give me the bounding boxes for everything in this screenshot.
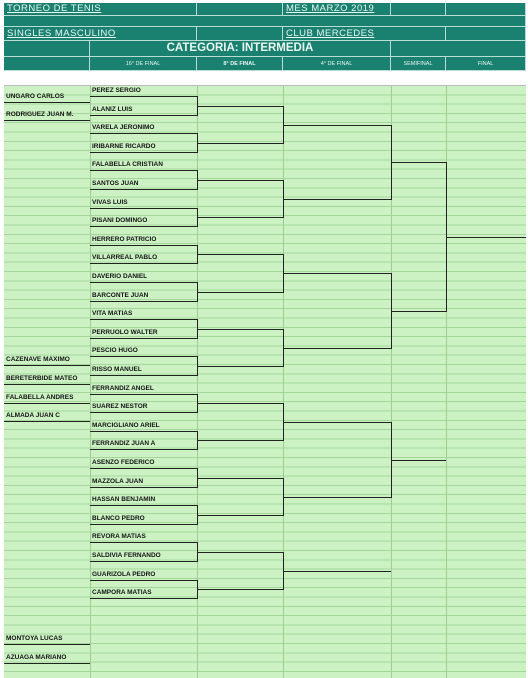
bracket-line	[90, 115, 197, 116]
player-name: MONTOYA LUCAS	[6, 635, 63, 642]
bracket-line	[4, 403, 90, 404]
player-name: BLANCO PEDRO	[92, 515, 145, 522]
bracket-line	[90, 338, 197, 339]
bracket-line	[90, 96, 197, 97]
player-name: FERRANDIZ JUAN A	[92, 440, 156, 447]
bracket-line	[197, 589, 283, 590]
player-name: BARCONTE JUAN	[92, 292, 149, 299]
bracket-line	[90, 394, 197, 395]
player-name: BERETERBIDE MATEO	[6, 375, 78, 382]
player-name: SUAREZ NESTOR	[92, 403, 148, 410]
bracket-sheet	[4, 3, 526, 678]
club-label: CLUB MERCEDES	[283, 27, 446, 41]
bracket-line	[391, 460, 446, 461]
player-name: FALABELLA ANDRES	[6, 394, 74, 401]
player-name: ALMADA JUAN C	[6, 412, 60, 419]
blank-row	[4, 71, 526, 86]
header-cell	[4, 41, 90, 57]
bracket-line	[90, 580, 197, 581]
bracket-line	[90, 263, 197, 264]
bracket-line	[90, 487, 197, 488]
player-name: PISANI DOMINGO	[92, 217, 148, 224]
header-cell	[391, 3, 446, 16]
bracket-line	[197, 403, 283, 404]
category-title: CATEGORIA: INTERMEDIA	[90, 41, 391, 57]
round-header-2: 8° DE FINAL	[197, 57, 283, 71]
header-cell	[197, 27, 283, 41]
bracket-line	[90, 152, 197, 153]
bracket-line	[90, 301, 197, 302]
bracket-line	[90, 505, 197, 506]
header-cell	[4, 57, 90, 71]
bracket-line	[197, 515, 283, 516]
bracket-line	[90, 524, 197, 525]
player-name: PEREZ SERGIO	[92, 87, 141, 94]
bracket-line	[197, 106, 283, 107]
player-name: HASSAN BENJAMIN	[92, 496, 156, 503]
bracket-line	[90, 412, 197, 413]
player-name: CAMPORA MATIAS	[92, 589, 152, 596]
bracket-line	[283, 273, 391, 274]
header-cell	[446, 27, 526, 41]
column-separator	[90, 86, 91, 678]
bracket-line	[197, 143, 283, 144]
bracket-line	[4, 102, 90, 103]
player-name: ASENZO FEDERICO	[92, 459, 155, 466]
bracket-line	[90, 449, 197, 450]
bracket-line	[4, 365, 90, 366]
player-name: SALDIVIA FERNANDO	[92, 552, 161, 559]
bracket-line	[4, 384, 90, 385]
player-name: VILLARREAL PABLO	[92, 254, 158, 261]
round-header-3: 4° DE FINAL	[283, 57, 391, 71]
bracket-line	[90, 598, 197, 599]
bracket-line	[90, 170, 197, 171]
bracket-line	[197, 254, 283, 255]
bracket-line	[90, 375, 197, 376]
bracket-line	[283, 571, 391, 572]
bracket-line	[4, 644, 90, 645]
bracket-line	[283, 199, 391, 200]
header-cell	[446, 3, 526, 16]
player-name: FERRANDIZ ANGEL	[92, 385, 154, 392]
bracket-line	[90, 133, 197, 134]
player-name: CAZENAVE MAXIMO	[6, 356, 70, 363]
header-cell	[391, 41, 526, 57]
round-header-5: FINAL	[446, 57, 526, 71]
bracket-line	[90, 282, 197, 283]
bracket-line	[90, 561, 197, 562]
bracket-line	[4, 663, 90, 664]
bracket-line	[197, 292, 283, 293]
player-name: SANTOS JUAN	[92, 180, 139, 187]
bracket-line	[446, 237, 526, 238]
player-name: RODRIGUEZ JUAN M.	[6, 111, 74, 118]
bracket-line	[4, 421, 90, 422]
header-cell	[197, 3, 283, 16]
player-name: UNGARO CARLOS	[6, 93, 65, 100]
bracket-line	[90, 226, 197, 227]
bracket-line	[90, 189, 197, 190]
bracket-line	[90, 319, 197, 320]
player-name: VARELA JERONIMO	[92, 124, 155, 131]
bracket-line	[197, 217, 283, 218]
bracket-line	[197, 180, 283, 181]
round-header-1: 16° DE FINAL	[90, 57, 197, 71]
bracket-line	[90, 468, 197, 469]
bracket-line	[90, 208, 197, 209]
player-name: MARCIGLIANO ARIEL	[92, 422, 160, 429]
bracket-line	[4, 120, 90, 121]
bracket-line	[90, 245, 197, 246]
player-name: ALANIZ LUIS	[92, 106, 133, 113]
bracket-line	[283, 497, 391, 498]
player-name: AZUAGA MARIANO	[6, 654, 67, 661]
bracket-line	[283, 125, 391, 126]
player-name: PERRUOLO WALTER	[92, 329, 158, 336]
player-name: RISSO MANUEL	[92, 366, 142, 373]
player-name: FALABELLA CRISTIAN	[92, 161, 163, 168]
bracket-line	[283, 422, 391, 423]
player-name: REVORA MATIAS	[92, 533, 146, 540]
player-name: VITA MATIAS	[92, 310, 133, 317]
player-name: IRIBARNE RICARDO	[92, 143, 156, 150]
player-name: GUARIZOLA PEDRO	[92, 571, 156, 578]
bracket-line	[90, 542, 197, 543]
bracket-line	[197, 329, 283, 330]
bracket-line	[391, 162, 446, 163]
player-name: VIVAS LUIS	[92, 199, 128, 206]
bracket-line	[90, 431, 197, 432]
bracket-line	[197, 552, 283, 553]
round-header-4: SEMIFINAL	[391, 57, 446, 71]
singles-label: SINGLES MASCULINO	[4, 27, 197, 41]
bracket-line	[197, 440, 283, 441]
bracket-line	[90, 356, 197, 357]
bracket-line	[197, 366, 283, 367]
player-name: HERRERO PATRICIO	[92, 236, 157, 243]
month-label: MES MARZO 2019	[283, 3, 391, 16]
player-name: MAZZOLA JUAN	[92, 478, 144, 485]
player-name: PESCIO HUGO	[92, 347, 138, 354]
bracket-line	[283, 348, 391, 349]
bracket-line	[391, 311, 446, 312]
header-spacer	[4, 16, 526, 27]
player-name: DAVERIO DANIEL	[92, 273, 148, 280]
tournament-title: TORNEO DE TENIS	[4, 3, 197, 16]
bracket-line	[197, 478, 283, 479]
